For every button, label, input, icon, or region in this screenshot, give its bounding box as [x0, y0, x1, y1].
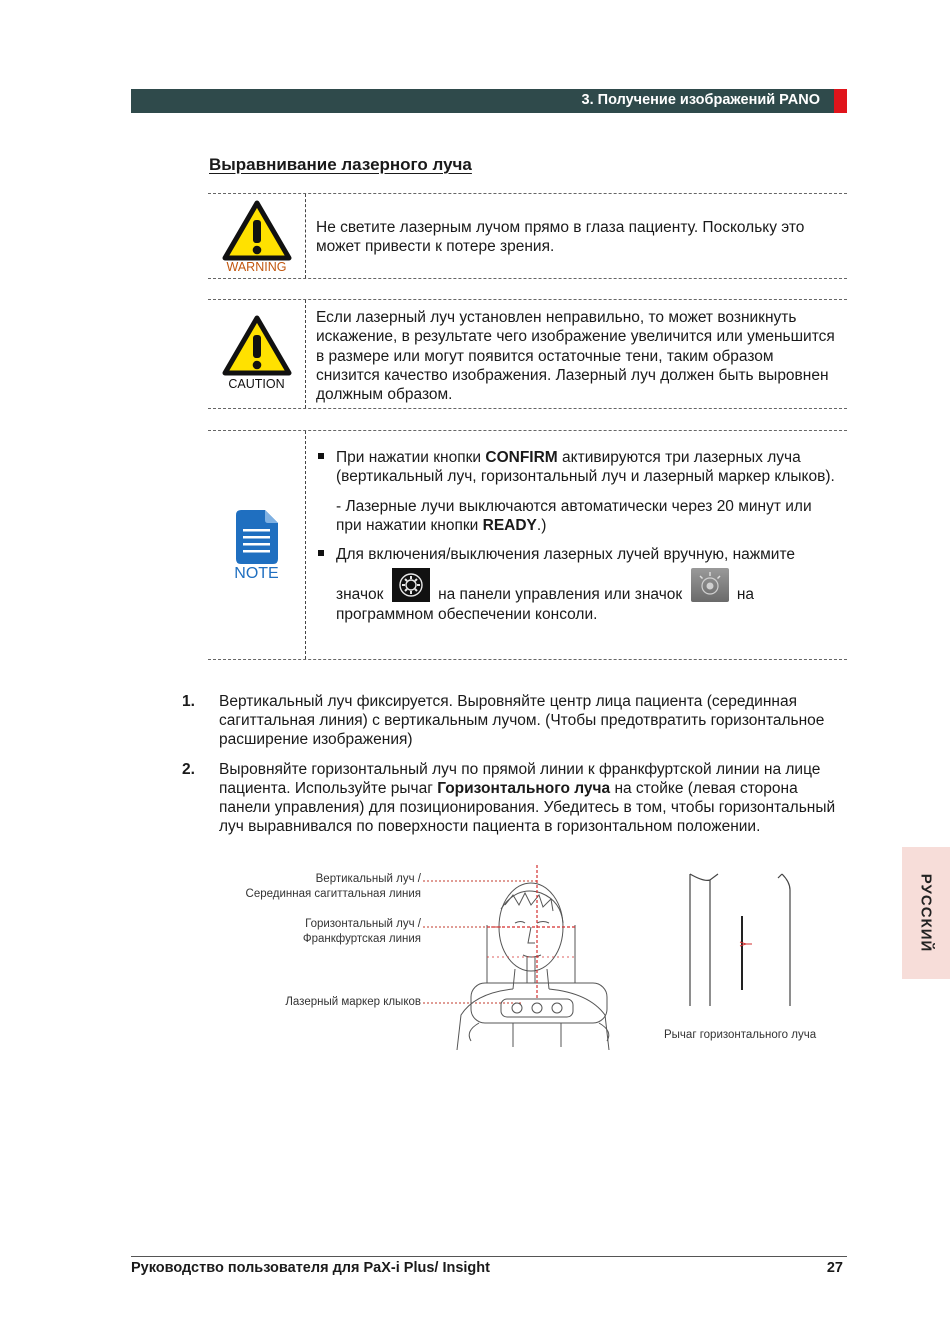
caution-icon-cell	[208, 300, 305, 408]
page-number: 27	[826, 1260, 843, 1276]
lever-figure	[660, 868, 840, 1048]
footer-title: Руководство пользователя для PaX-i Plus/ Insight	[131, 1260, 490, 1276]
note-bullet-confirm: При нажатии кнопки CONFIRM активируются три лазерных луча (вертикальный луч, горизонтальный луч и лазерный маркер клыков). - Лазерные лучи выключаются автоматически через 20 минут или при нажатии кнопки READY.)	[316, 448, 839, 535]
step-number: 2.	[182, 760, 195, 778]
note-notice	[208, 430, 847, 660]
caution-notice	[208, 299, 847, 409]
label-horizontal-beam: Горизонтальный луч / Франкфуртская линия	[302, 918, 421, 945]
language-tab	[902, 847, 950, 979]
label-vertical-beam: Вертикальный луч / Серединная сагиттальная линия	[245, 873, 421, 900]
note-icon-cell	[208, 431, 305, 659]
bullet-square-icon	[318, 550, 324, 556]
patient-alignment-figure	[225, 865, 645, 1055]
patient-illustration	[225, 865, 645, 1055]
warning-icon-cell	[208, 194, 305, 278]
horizontal-beam-keyword: Горизонтального луча	[437, 779, 611, 797]
step-text: Вертикальный луч фиксируется. Выровняйте центр лица пациента (серединная сагиттальная линия) с вертикальным лучом. (Чтобы предотвратить горизонтальное расширение изображения)	[219, 693, 825, 749]
language-tab-label: РУССКИЙ	[917, 873, 935, 953]
ready-keyword: READY	[482, 516, 537, 534]
warning-text: Не светите лазерным лучом прямо в глаза пациенту. Поскольку это может привести к потере зрения.	[316, 219, 805, 256]
step-2: 2. Выровняйте горизонтальный луч по прямой линии к франкфуртской линии на лице пациента. Используйте рычаг Горизонтального луча на стойке (левая сторона панели управления) для позиционирования. Убедитесь в том, чтобы горизонтальный луч выравнивался по поверхности пациента в горизонтальном положении.	[182, 760, 836, 836]
bullet-square-icon	[318, 453, 324, 459]
caution-triangle-icon	[222, 315, 292, 377]
note-divider	[305, 431, 306, 659]
warning-label: WARNING	[226, 260, 287, 274]
header-accent-block	[834, 89, 847, 113]
procedure-steps	[182, 692, 847, 836]
label-canine-marker: Лазерный маркер клыков	[285, 996, 421, 1008]
warning-notice	[208, 193, 847, 279]
warning-triangle-icon	[222, 200, 292, 262]
note-bullet-manual: Для включения/выключения лазерных лучей вручную, нажмите значок на панели управления или значок на программном обеспечении консоли.	[316, 545, 839, 624]
footer-divider	[131, 1256, 847, 1257]
warning-divider	[305, 194, 306, 278]
column-lever-illustration	[660, 868, 840, 1028]
laser-gear-button-icon	[392, 568, 430, 602]
note-subnote: - Лазерные лучи выключаются автоматически через 20 минут или при нажатии кнопки READY.)	[336, 497, 812, 534]
note-text	[316, 448, 839, 624]
step-number: 1.	[182, 693, 195, 710]
caution-label: CAUTION	[228, 377, 285, 391]
note-document-icon	[235, 509, 279, 565]
chapter-header-bar	[131, 89, 834, 113]
label-lever: Рычаг горизонтального луча	[664, 1029, 817, 1041]
note-label: NOTE	[234, 565, 279, 582]
caution-text: Если лазерный луч установлен неправильно, то может возникнуть искажение, в результате чего изображение увеличится или уменьшится в размере или могут появится остаточные тени, таким образом снизится качество изображения. Лазерный луч должен быть выровнен должным образом.	[316, 309, 835, 404]
chapter-title: 3. Получение изображений PANO	[581, 92, 820, 108]
caution-divider	[305, 300, 306, 408]
laser-software-icon	[691, 568, 729, 602]
confirm-keyword: CONFIRM	[485, 449, 558, 466]
section-title: Выравнивание лазерного луча	[209, 155, 472, 174]
step-1	[182, 692, 847, 750]
